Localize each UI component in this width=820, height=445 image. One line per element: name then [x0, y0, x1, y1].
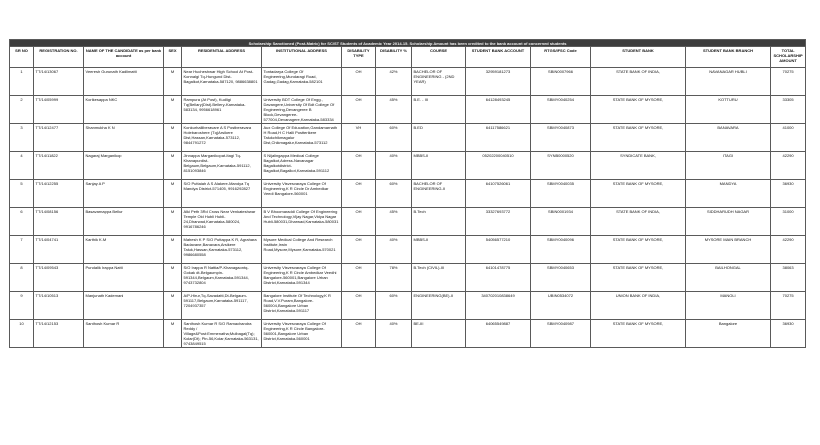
student-bank-cell: STATE BANK OF MYSORE,	[591, 180, 686, 208]
disability-percent-cell: 42%	[376, 68, 412, 96]
bank-branch-cell: NAVANAGAR HUBLI	[686, 68, 771, 96]
scholarship-amount-cell: 31000	[771, 208, 806, 236]
residential-address-cell: S/O Puttaiah A S Alakere-Mandya Tq Mandya District-571405, 9916292827	[182, 180, 262, 208]
bank-branch-cell: ITAGI	[686, 152, 771, 180]
course-cell: B.ED	[412, 124, 466, 152]
sex-cell: M	[164, 68, 182, 96]
registration-no-cell: TT/14/12477	[34, 124, 84, 152]
column-header: NAME OF THE CANDIDATE as per bank account	[84, 47, 164, 68]
ifsc-code-cell: SBMY0040254	[531, 96, 591, 124]
table-row	[10, 96, 806, 124]
sr-no-cell: 3	[10, 124, 34, 152]
sheet-title: Scholarship Sanctioned (Post-Matric) for SC/ST Students of Academic Year 2014-15. Scholarship Amount has been credited to the bank account of concerned students	[10, 40, 806, 47]
course-cell: B.Tech	[412, 208, 466, 236]
institutional-address-cell: University BDT College Of Engg., Davangere,University Of Bdt College Of Engineering,Devangeree B Block,Devangeree-577004,Devanagere,Karnataka-583334	[262, 96, 342, 124]
residential-address-cell: Near Hucheshwar High School At Post- Konnalgi Tq-Hungund Dist-Bagalkot,Karnataka-587120, 9886638801	[182, 68, 262, 96]
column-header: RTGS/IFSC Code	[531, 47, 591, 68]
bank-account-cell: 64107526061	[466, 180, 531, 208]
bank-branch-cell: MYSORE MAIN BRANCH	[686, 236, 771, 264]
scholarship-amount-cell: 36930	[771, 320, 806, 348]
sex-cell: M	[164, 236, 182, 264]
student-bank-cell: STATE BANK OF MYSORE,	[591, 236, 686, 264]
course-cell: MBBS-II	[412, 236, 466, 264]
registration-no-cell: TT/14/10513	[34, 292, 84, 320]
ifsc-code-cell: SBMY0040035	[531, 180, 591, 208]
residential-address-cell: S/O Irappa R Nattia/P-Khanagaontq-Gokak dt-Belgaumpin-591344,Belgaum,Karnataka-591344, 9743732804	[182, 264, 262, 292]
table-row	[10, 236, 806, 264]
student-bank-cell: STATE BANK OF INDIA,	[591, 68, 686, 96]
sr-no-cell: 8	[10, 264, 34, 292]
column-header: DISABILITY %	[376, 47, 412, 68]
residential-address-cell: Mahesh K P S/O Puttappa K R, Agrahara Badavane,Banavara,Arsikere Taluk,Hassan,Karnataka-573112, 9986680558	[182, 236, 262, 264]
column-header: COURSE	[412, 47, 466, 68]
column-header: INSTITUTIONAL ADDRESS	[262, 47, 342, 68]
column-header: REGISTRATION NO.	[34, 47, 84, 68]
bank-account-cell: 32959181273	[466, 68, 531, 96]
sex-cell: M	[164, 208, 182, 236]
institutional-address-cell: University Visvesvaraya College Of Engineering,K R Circle Bangalore-560001,Bangalore Urban District,Karnataka-560001	[262, 320, 342, 348]
candidate-name-cell: Shanmukha K N	[84, 124, 164, 152]
scholarship-amount-cell: 70275	[771, 292, 806, 320]
sr-no-cell: 4	[10, 152, 34, 180]
course-cell: B.E. - III	[412, 96, 466, 124]
institutional-address-cell: Aux College Of Education,Gandamarnath H Road,H C Halli Postterikere Talukchikmagalur Dist,Chikmagalur,Karnataka-573112	[262, 124, 342, 152]
table-row	[10, 68, 806, 96]
disability-percent-cell: 45%	[376, 96, 412, 124]
table-row	[10, 264, 806, 292]
sex-cell: M	[164, 180, 182, 208]
disability-type-cell: OH	[342, 320, 376, 348]
institutional-address-cell: University Visvesvaraya College Of Engineering,K R Circle Dr Ambedkar Veedi Bangalore-560001	[262, 180, 342, 208]
student-bank-cell: UNION BANK OF INDIA,	[591, 292, 686, 320]
sr-no-cell: 9	[10, 292, 34, 320]
table-row	[10, 292, 806, 320]
disability-percent-cell: 40%	[376, 320, 412, 348]
residential-address-cell: Jinnappa Marganikopat-Itagi Tq-Khanapurdist-Belgaum,Belgaum,Karnataka-591112, 8151093846	[182, 152, 262, 180]
student-bank-cell: STATE BANK OF MYSORE,	[591, 320, 686, 348]
sex-cell: M	[164, 152, 182, 180]
candidate-name-cell: Pundalik Irappa Natti	[84, 264, 164, 292]
institutional-address-cell: Bangalore Institute Of Technology,K R Road,V.V.Puram,Bangalore-560004,Bangalore Urban District,Karnataka-591117	[262, 292, 342, 320]
disability-percent-cell: 60%	[376, 124, 412, 152]
table-row	[10, 152, 806, 180]
registration-no-cell: TT/14/12153	[34, 320, 84, 348]
course-cell: MBBS-II	[412, 152, 466, 180]
bank-account-cell: 33327693772	[466, 208, 531, 236]
bank-branch-cell: BAILHONGAL	[686, 264, 771, 292]
student-bank-cell: SYNDICATE BANK,	[591, 152, 686, 180]
column-header: RESIDENTIAL ADDRESS	[182, 47, 262, 68]
sr-no-cell: 7	[10, 236, 34, 264]
scholarship-amount-cell: 36930	[771, 180, 806, 208]
bank-account-cell: 340702010838649	[466, 292, 531, 320]
sex-cell: M	[164, 124, 182, 152]
disability-type-cell: OH	[342, 208, 376, 236]
registration-no-cell: TT/14/11822	[34, 152, 84, 180]
residential-address-cell: Alki Peth 3Rd Cross Near Venkateshwar Temple Old Hubli Hubli-24,Dharwad,Karnataka-580024, 9916786246	[182, 208, 262, 236]
course-cell: ENGINEERING(BE)-II	[412, 292, 466, 320]
sr-no-cell: 6	[10, 208, 34, 236]
scholarship-amount-cell: 33305	[771, 96, 806, 124]
candidate-name-cell: Nagaraj Marganikop	[84, 152, 164, 180]
scholarship-table	[9, 39, 806, 348]
disability-type-cell: OH	[342, 68, 376, 96]
course-cell: B.Tech (CIVIL)-III	[412, 264, 466, 292]
column-header: TOTAL SCHOLARSHIP AMOUNT	[771, 47, 806, 68]
candidate-name-cell: Sanjay A P	[84, 180, 164, 208]
ifsc-code-cell: SBMY0040987	[531, 320, 591, 348]
disability-type-cell: OH	[342, 292, 376, 320]
bank-branch-cell: MANDYA	[686, 180, 771, 208]
disability-type-cell: OH	[342, 152, 376, 180]
disability-percent-cell: 60%	[376, 180, 412, 208]
sr-no-cell: 2	[10, 96, 34, 124]
registration-no-cell: TT/14/12255	[34, 180, 84, 208]
institutional-address-cell: S Nijalingappa Medical College Bagalkot,Adress-Navanagar Bagalkotdistrict-Bagalkot,Bagalkot,Karnataka-591112	[262, 152, 342, 180]
sr-no-cell: 5	[10, 180, 34, 208]
sr-no-cell: 10	[10, 320, 34, 348]
scholarship-sheet	[9, 39, 805, 348]
residential-address-cell: Rampura (At Post), Kudligi Tq(Bellary(Dist).Bellery-Karnataka-583134, 9956618961	[182, 96, 262, 124]
student-bank-cell: STATE BANK OF MYSORE,	[591, 96, 686, 124]
ifsc-code-cell: SBMY0040873	[531, 124, 591, 152]
table-row	[10, 208, 806, 236]
disability-type-cell: OH	[342, 264, 376, 292]
bank-account-cell: 05202200040510	[466, 152, 531, 180]
bank-branch-cell: Bangalore	[686, 320, 771, 348]
column-header: SEX	[164, 47, 182, 68]
sex-cell: M	[164, 292, 182, 320]
bank-account-cell: 64065549887	[466, 320, 531, 348]
scholarship-amount-cell: 42290	[771, 152, 806, 180]
registration-no-cell: TT/14/08156	[34, 208, 84, 236]
sex-cell: M	[164, 264, 182, 292]
ifsc-code-cell: SYNB0000520	[531, 152, 591, 180]
institutional-address-cell: B V Bhoomaraddi College Of Engineering And Technology,Vijay Nagar,Vidya Nagar Hubli-580031,Dharwad,Karnataka-580031	[262, 208, 342, 236]
bank-account-cell: 64128493245	[466, 96, 531, 124]
registration-no-cell: TT/14/04741	[34, 236, 84, 264]
bank-account-cell: 64117586621	[466, 124, 531, 152]
bank-branch-cell: BANAVARA	[686, 124, 771, 152]
banner-row	[10, 40, 806, 47]
column-header: SR NO	[10, 47, 34, 68]
course-cell: BACHELOR OF ENGINEERING - (2ND YEAR)	[412, 68, 466, 96]
institutional-address-cell: Tontadarya College Of Engineering,Mundaragi Road, Gadag,Gadag,Karnataka-582101	[262, 68, 342, 96]
residential-address-cell: A/P-Hirur,Tq-Savadatti,Dt-Belgaum-591117,Belgaum,Karnataka-591117, 7204937357	[182, 292, 262, 320]
sex-cell: M	[164, 320, 182, 348]
sex-cell: M	[164, 96, 182, 124]
candidate-name-cell: Veeresh Gurunath Kadlimatti	[84, 68, 164, 96]
disability-percent-cell: 40%	[376, 236, 412, 264]
disability-type-cell: OH	[342, 236, 376, 264]
disability-percent-cell: 60%	[376, 292, 412, 320]
registration-no-cell: TT/14/05999	[34, 96, 84, 124]
table-row	[10, 124, 806, 152]
column-header: STUDENT BANK BRANCH	[686, 47, 771, 68]
candidate-name-cell: Basavarnappa Bellur	[84, 208, 164, 236]
residential-address-cell: Santhosh Kumar R S/O Ramachandra Reddy / Village&Post:Emmenatha;Mulbagal(Tq); Kolar(Dt); Pin-56,Kolar,Karnataka-563131, 9743849515	[182, 320, 262, 348]
disability-percent-cell: 78%	[376, 264, 412, 292]
candidate-name-cell: Karthik K.M	[84, 236, 164, 264]
disability-percent-cell: 40%	[376, 152, 412, 180]
student-bank-cell: STATE BANK OF MYSORE,	[591, 264, 686, 292]
bank-account-cell: 64101478775	[466, 264, 531, 292]
candidate-name-cell: Korikesappa NKC	[84, 96, 164, 124]
header-row	[10, 47, 806, 68]
residential-address-cell: Konkurhalliberavare A S Postberavara Holebaroshere (Tq)Arsikere Dist,Hassan,Karnataka-573112, 9844791272	[182, 124, 262, 152]
column-header: STUDENT BANK ACCOUNT	[466, 47, 531, 68]
bank-branch-cell: SIDDHARUDH NAGAR	[686, 208, 771, 236]
table-row	[10, 320, 806, 348]
ifsc-code-cell: SBIN0007966	[531, 68, 591, 96]
bank-branch-cell: KOTTURU	[686, 96, 771, 124]
ifsc-code-cell: SBMY0040096	[531, 236, 591, 264]
institutional-address-cell: University Visvesvaraya College Of Engineering,K R Circle Ambedkar Veedhi Bangalore-560001,Bangalore Urban District,Karnataka-591344	[262, 264, 342, 292]
registration-no-cell: TT/14/09543	[34, 264, 84, 292]
institutional-address-cell: Mysore Medical College And Research Institute,Irwin Road,Mysore,Mysore,Karnataka-570021	[262, 236, 342, 264]
sr-no-cell: 1	[10, 68, 34, 96]
candidate-name-cell: Santhosh Kumar R	[84, 320, 164, 348]
disability-type-cell: VH	[342, 124, 376, 152]
bank-branch-cell: MANOLI	[686, 292, 771, 320]
student-bank-cell: STATE BANK OF MYSORE,	[591, 124, 686, 152]
scholarship-amount-cell: 38063	[771, 264, 806, 292]
ifsc-code-cell: SBMY0040653	[531, 264, 591, 292]
column-header: STUDENT BANK	[591, 47, 686, 68]
disability-percent-cell: 45%	[376, 208, 412, 236]
course-cell: BE-III	[412, 320, 466, 348]
candidate-name-cell: Manjunath Kademani	[84, 292, 164, 320]
scholarship-amount-cell: 42290	[771, 236, 806, 264]
course-cell: BACHELOR OF ENGINEERING-II	[412, 180, 466, 208]
ifsc-code-cell: UBIN0534072	[531, 292, 591, 320]
ifsc-code-cell: SBIN0001934	[531, 208, 591, 236]
column-header: DISABILITY TYPE	[342, 47, 376, 68]
student-bank-cell: STATE BANK OF INDIA,	[591, 208, 686, 236]
bank-account-cell: 54056577210	[466, 236, 531, 264]
disability-type-cell: OH	[342, 96, 376, 124]
scholarship-amount-cell: 70275	[771, 68, 806, 96]
table-row	[10, 180, 806, 208]
registration-no-cell: TT/14/13067	[34, 68, 84, 96]
disability-type-cell: OH	[342, 180, 376, 208]
scholarship-amount-cell: 41000	[771, 124, 806, 152]
